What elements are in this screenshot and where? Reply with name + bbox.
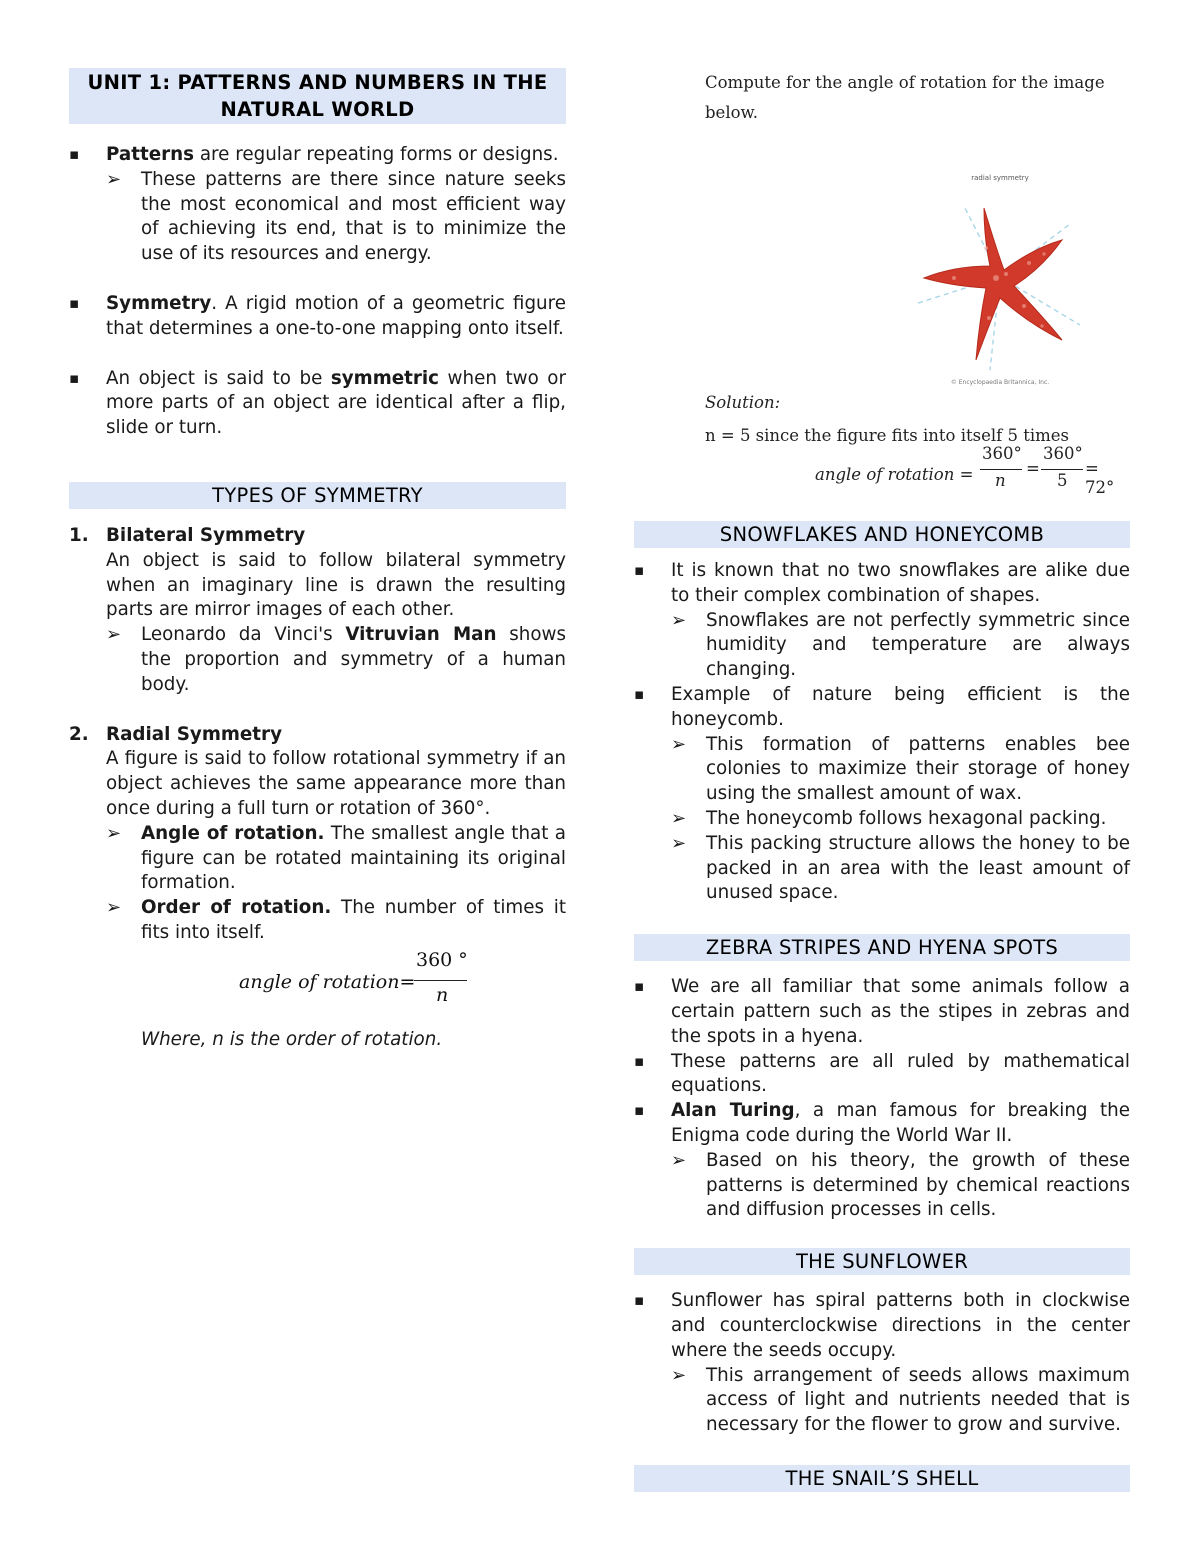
image-caption: radial symmetry [971, 174, 1029, 182]
compute-prompt: Compute for the angle of rotation for the image below. [705, 73, 1105, 122]
fraction-bar-1 [980, 469, 1022, 470]
bilateral-title: Bilateral Symmetry [106, 524, 306, 546]
snow-bullet-2: ▪ Example of nature being efficient is the honeycomb. [634, 683, 1130, 730]
formula-numerator: 360 ° [416, 948, 468, 971]
snow-bullet-1: ▪ It is known that no two snowflakes are alike due to their complex combination of shapes. [634, 560, 1130, 606]
image-credit: © Encyclopaedia Britannica, Inc. [950, 379, 1050, 386]
types-header: TYPES OF SYMMETRY [69, 482, 566, 509]
bilateral-item: 1. Bilateral Symmetry An object is said to follow bilateral symmetry when an imaginary line is drawn the resulting parts are mirror images of each other. [69, 524, 566, 621]
snow-sub-1: ➢ Snowflakes are not perfectly symmetric since humidity and temperature are always changing. [671, 609, 1130, 681]
bullet-mark: ▪ [69, 293, 80, 312]
angle-formula [69, 948, 566, 1014]
vitruvian-sub-bullet: ➢ Leonardo da Vinci's Vitruvian Man shows the proportion and symmetry of a human body. [106, 624, 566, 695]
patterns-sub-bullet: ➢ These patterns are there since nature seeks the most economical and most efficient way of achieving its end, that is to minimize the use of its resources and energy. [106, 168, 566, 265]
solution-formula: angle of rotation = 360° n = 360° 5 = 72° [815, 444, 1115, 497]
order-sub-bullet: ➢ Order of rotation. The number of times it fits into itself. [106, 897, 566, 943]
zebra-bullet-1: ▪ We are all familiar that some animals follow a certain pattern such as the stipes in zebras and the spots in a hyena. [634, 976, 1130, 1047]
snow-sub-2: ➢ This formation of patterns enables bee colonies to maximize their storage of honey using the smallest amount of wax. [671, 733, 1130, 805]
left-column [69, 68, 566, 1053]
where-note: Where, n is the order of rotation. [141, 1028, 443, 1050]
turing-bullet: ▪ Alan Turing, a man famous for breaking the Enigma code during the World War II. [634, 1100, 1130, 1146]
starfish-icon [924, 208, 1062, 360]
sunflower-bullet: ▪ Sunflower has spiral patterns both in clockwise and counterclockwise directions in the center where the seeds occupy. [634, 1290, 1130, 1361]
symmetry-bullet: ▪ Symmetry. A rigid motion of a geometric figure that determines a one-to-one mapping onto itself. [69, 292, 566, 339]
solution-n: n = 5 since the figure fits into itself 5 times [705, 426, 1070, 445]
sunflower-sub: ➢ This arrangement of seeds allows maximum access of light and nutrients needed that is necessary for the flower to grow and survive. [671, 1364, 1130, 1436]
starfish-figure [634, 128, 1130, 390]
formula-lhs: angle of rotation= [239, 970, 416, 993]
turing-sub: ➢ Based on his theory, the growth of these patterns is determined by chemical reactions and diffusion processes in cells. [671, 1149, 1130, 1221]
patterns-bullet: ▪ Patterns are regular repeating forms or designs. [69, 144, 559, 165]
snow-sub-3: ➢ The honeycomb follows hexagonal packing. [671, 807, 1107, 829]
radial-item: 2. Radial Symmetry A figure is said to follow rotational symmetry if an object achieves the same appearance more than once during a full turn or rotation of 360°. [69, 723, 566, 819]
radial-title: Radial Symmetry [106, 723, 282, 745]
unit-title: UNIT 1: PATTERNS AND NUMBERS IN THE NATURAL WORLD [69, 68, 566, 124]
bullet-mark: ▪ [69, 145, 80, 163]
sunflower-header: THE SUNFLOWER [634, 1248, 1130, 1275]
arrow-mark: ➢ [106, 822, 122, 844]
formula-fraction-bar [414, 980, 467, 981]
fraction-bar-2 [1041, 469, 1083, 470]
radial-desc: A figure is said to follow rotational symmetry if an object achieves the same appearance more than once during a full turn or rotation of 360°. [106, 748, 566, 819]
right-column [634, 68, 1130, 1492]
arrow-mark: ➢ [106, 897, 122, 919]
zebra-bullet-2: ▪ These patterns are all ruled by mathematical equations. [634, 1050, 1130, 1097]
solution-lhs: angle of rotation = [815, 465, 974, 484]
arrow-mark: ➢ [106, 168, 122, 190]
snowflakes-header: SNOWFLAKES AND HONEYCOMB [634, 521, 1130, 548]
bullet-mark: ▪ [69, 368, 80, 387]
angle-sub-bullet: ➢ Angle of rotation. The smallest angle that a figure can be rotated maintaining its original formation. [106, 822, 566, 894]
bilateral-desc: An object is said to follow bilateral symmetry when an imaginary line is drawn the resulting parts are mirror images of each other. [106, 549, 566, 621]
snow-sub-4: ➢ This packing structure allows the honey to be packed in an area with the least amount of unused space. [671, 832, 1130, 904]
arrow-mark: ➢ [106, 624, 122, 646]
starfish-image [634, 128, 1130, 390]
symmetric-bullet: ▪ An object is said to be symmetric when two or more parts of an object are identical after a flip, slide or turn. [69, 367, 566, 439]
solution-label: Solution: [705, 393, 781, 412]
formula-denominator: n [436, 983, 449, 1006]
snail-header: THE SNAIL’S SHELL [634, 1465, 1130, 1492]
zebra-header: ZEBRA STRIPES AND HYENA SPOTS [634, 934, 1130, 961]
